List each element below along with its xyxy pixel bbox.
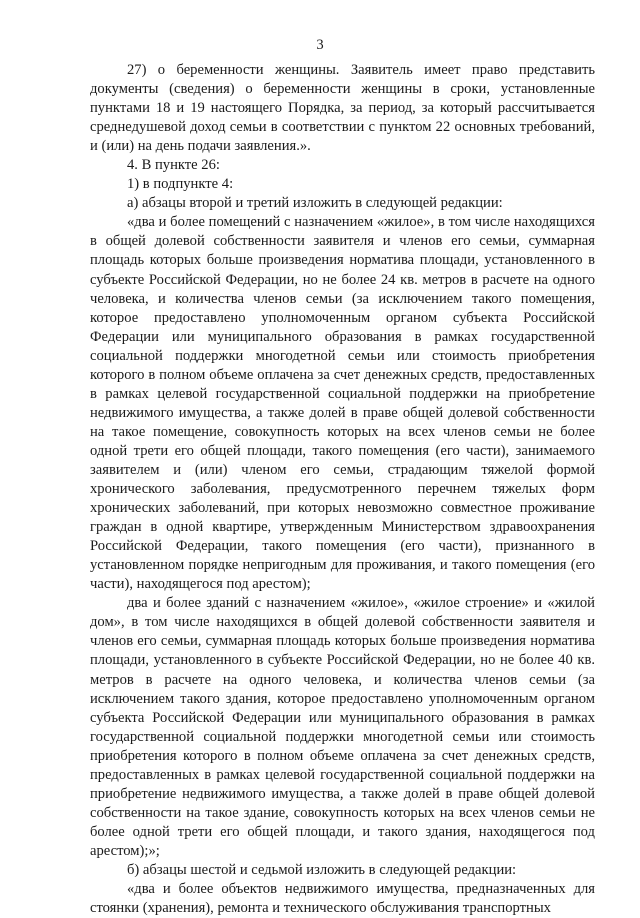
paragraph-buildings-rule: два и более зданий с назначением «жилое», «жилое строение» и «жилой дом», в том числе находящихся в общей долевой собственности заявителя и членов его семьи, суммарная площадь которых больше произведения норматива площади, установленного в субъекте Российской Федерации, но не более 40 кв. метров в расчете на одного человека, и количества членов семьи (за исключением такого здания, которое предоставлено уполномоченным органом субъекта Российской Федерации или муниципального образования в рамках государственной социальной поддержки многодетной семьи или стоимость приобретения которого в полном объеме оплачена за счет денежных средств, предоставленных в рамках целевой государственной социальной поддержки на приобретение недвижимого имущества, а также долей в праве общей долевой собственности на такое здание, совокупность которых на всех членов семьи не более одной трети его общей площади, и такого здания, находящегося под арестом);»;: [90, 595, 595, 859]
page-number: 3: [316, 37, 324, 53]
paragraph-clause-b: б) абзацы шестой и седьмой изложить в следующей редакции:: [127, 861, 517, 878]
document-body: [90, 61, 595, 918]
paragraph-subsection-1: 1) в подпункте 4:: [127, 176, 234, 193]
paragraph-section-4-heading: 4. В пункте 26:: [127, 157, 220, 174]
paragraph-item-27-pregnancy: 27) о беременности женщины. Заявитель имеет право представить документы (сведения) о беременности женщины в сроки, установленные пунктами 18 и 19 настоящего Порядка, за период, за который рассчитывается среднедушевой доход семьи в соответствии с пунктом 22 основных требований, и (или) на день подачи заявления.».: [90, 62, 595, 155]
paragraph-premises-rule: «два и более помещений с назначением «жилое», в том числе находящихся в общей долевой собственности заявителя и членов его семьи, суммарная площадь которых больше произведения норматива площади, установленного в субъекте Российской Федерации, но не более 24 кв. метров в расчете на одного человека, и количества членов семьи (за исключением такого помещения, которое предоставлено уполномоченным органом субъекта Российской Федерации или муниципального образования в рамках государственной социальной поддержки многодетной семьи или стоимость приобретения которого в полном объеме оплачена за счет денежных средств, предоставленных в рамках целевой государственной социальной поддержки на приобретение недвижимого имущества, а также долей в праве общей долевой собственности на такое помещение, совокупность которых на всех членов семьи не более одной трети его общей площади, такого помещения (его части), занимаемого заявителем и (или) членом его семьи, страдающим тяжелой формой хронического заболевания, предусмотренного перечнем тяжелых форм хронических заболеваний, при которых невозможно совместное проживание граждан в одной квартире, утвержденным Министерством здравоохранения Российской Федерации, такого помещения (его части), признанного в установленном порядке непригодным для проживания, и такого помещения (его части), находящегося под арестом);: [90, 214, 595, 593]
paragraph-vehicle-storage-rule: «два и более объектов недвижимого имущества, предназначенных для стоянки (хранения), ремонта и технического обслуживания транспортных: [90, 881, 595, 917]
paragraph-clause-a: а) абзацы второй и третий изложить в следующей редакции:: [127, 195, 503, 212]
